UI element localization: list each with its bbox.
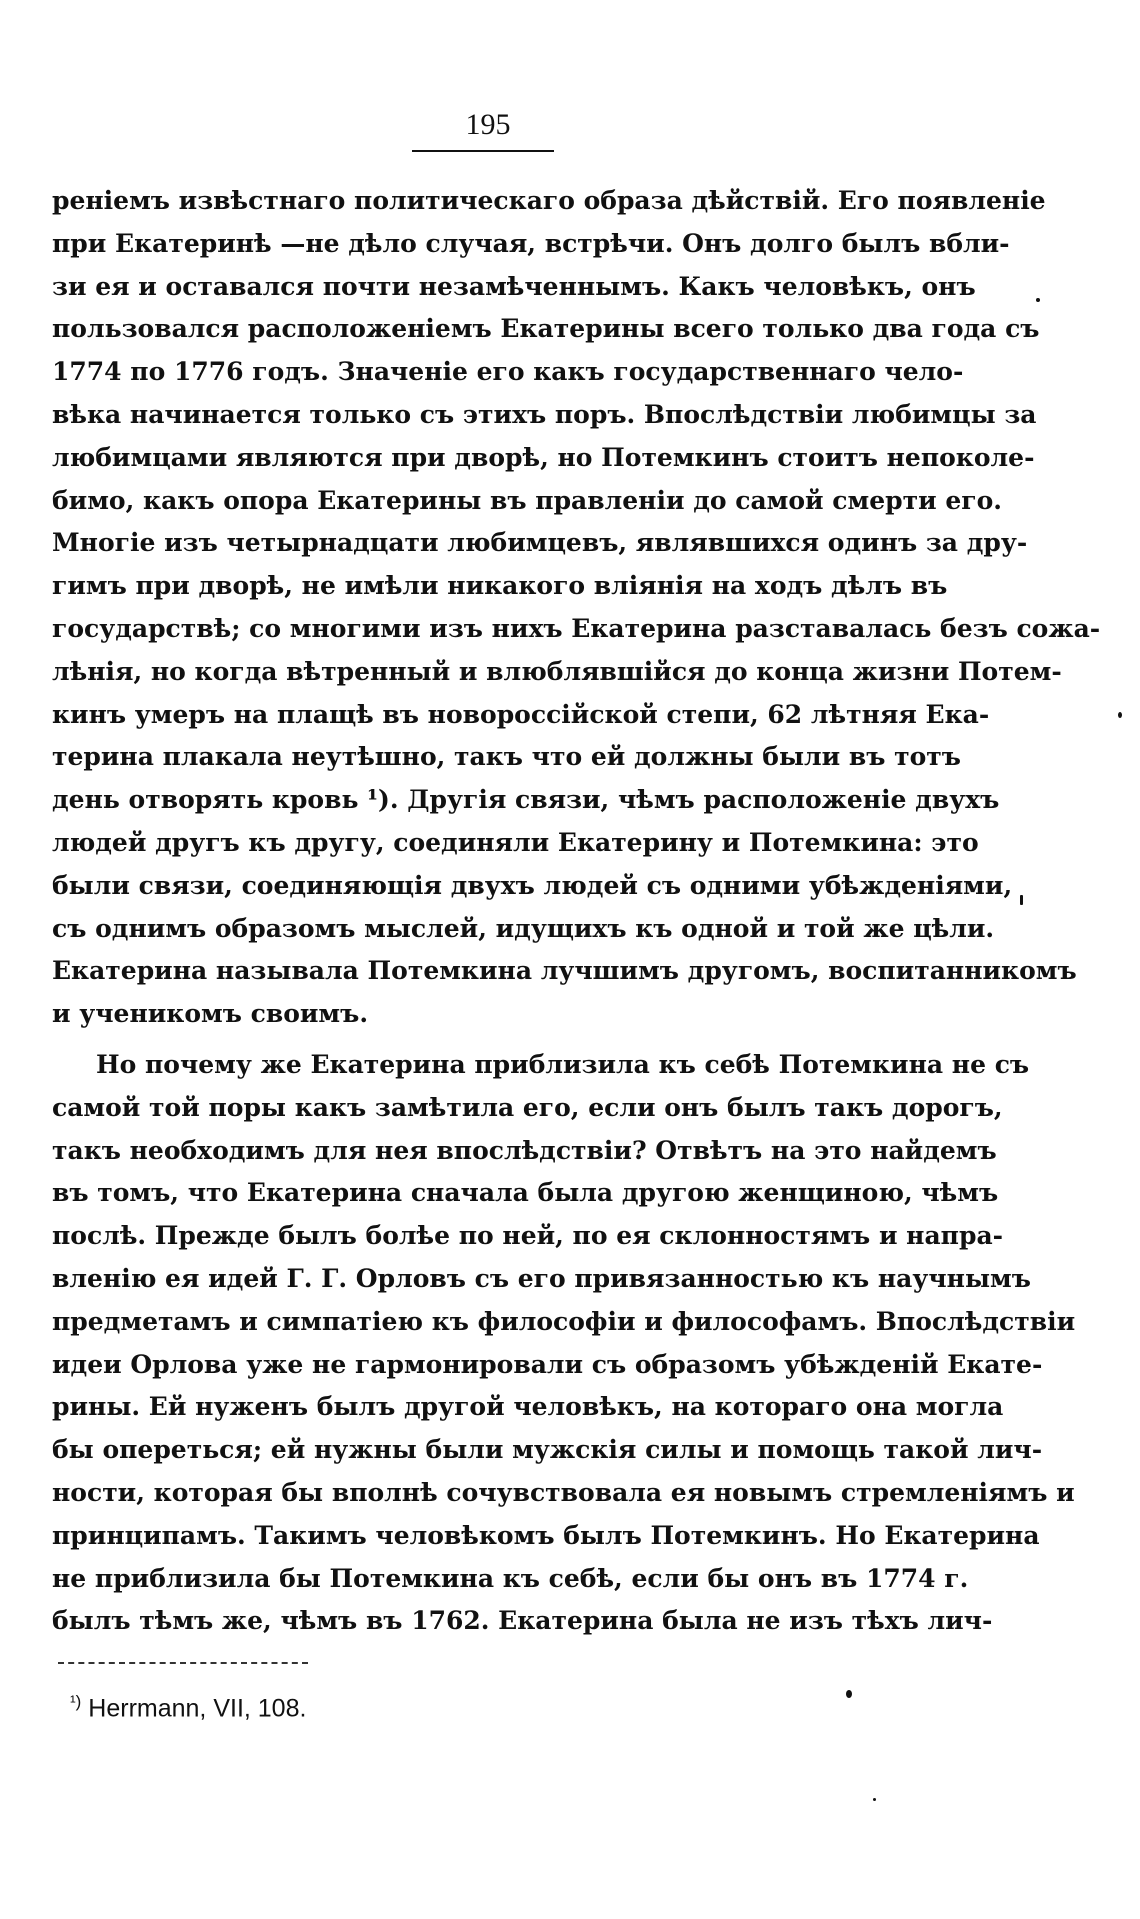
footnote-mark: ¹) (70, 1692, 82, 1711)
body-text (52, 180, 1101, 1643)
text-line: день отворять кровь ¹). Другія связи, чѣмъ расположеніе двухъ (52, 785, 1000, 815)
text-line: были связи, соединяющія двухъ людей съ одними убѣжденіями, (52, 870, 1013, 900)
text-line: идеи Орлова уже не гармонировали съ образомъ убѣжденій Екате- (52, 1349, 1043, 1379)
text-line: зи ея и оставался почти незамѣченнымъ. Какъ человѣкъ, онъ (52, 271, 976, 301)
print-speck (1036, 298, 1040, 302)
text-line: самой той поры какъ замѣтила его, если онъ былъ такъ дорогъ, (52, 1092, 1003, 1122)
text-line: вленію ея идей Г. Г. Орловъ съ его привязанностью къ научнымъ (52, 1263, 1031, 1293)
text-line: съ однимъ образомъ мыслей, идущихъ къ одной и той же цѣли. (52, 913, 995, 943)
text-line: не приблизила бы Потемкина къ себѣ, если бы онъ въ 1774 г. (52, 1563, 969, 1593)
text-line: пользовался расположеніемъ Екатерины всего только два года съ (52, 314, 1040, 344)
header-rule (412, 150, 554, 152)
footnote (70, 1686, 306, 1724)
text-line: ности, которая бы вполнѣ сочувствовала ея новымъ стремленіямъ и (52, 1477, 1075, 1507)
text-line: принципамъ. Такимъ человѣкомъ былъ Потемкинъ. Но Екатерина (52, 1520, 1040, 1550)
text-line: любимцами являются при дворѣ, но Потемкинъ стоитъ непоколе- (52, 442, 1035, 472)
text-line: бы опереться; ей нужны были мужскія силы и помощь такой лич- (52, 1435, 1043, 1465)
paragraph-1 (52, 180, 1101, 1036)
text-line: Многіе изъ четырнадцати любимцевъ, являвшихся одинъ за дру- (52, 528, 1028, 558)
text-line: такъ необходимъ для нея впослѣдствіи? Отвѣтъ на это найдемъ (52, 1135, 997, 1165)
text-line: людей другъ къ другу, соединяли Екатерину и Потемкина: это (52, 827, 979, 857)
text-line: при Екатеринѣ —не дѣло случая, встрѣчи. Онъ долго былъ вбли- (52, 228, 1010, 258)
text-line: въ томъ, что Екатерина сначала была другою женщиною, чѣмъ (52, 1178, 999, 1208)
text-line: реніемъ извѣстнаго политическаго образа дѣйствій. Его появленіе (52, 186, 1046, 215)
text-line: вѣка начинается только съ этихъ поръ. Впослѣдствіи любимцы за (52, 399, 1037, 429)
text-line: 1774 по 1776 годъ. Значеніе его какъ государственнаго чело- (52, 357, 964, 387)
text-line: и ученикомъ своимъ. (52, 999, 369, 1029)
text-line: предметамъ и симпатіею къ философіи и философамъ. Впослѣдствіи (52, 1306, 1076, 1336)
paragraph-2 (52, 1044, 1076, 1643)
print-speck (1118, 712, 1122, 718)
footnote-rule (58, 1662, 308, 1664)
text-line: кинъ умеръ на плащѣ въ новороссійской степи, 62 лѣтняя Ека- (52, 699, 990, 729)
text-line: былъ тѣмъ же, чѣмъ въ 1762. Екатерина была не изъ тѣхъ лич- (52, 1606, 993, 1636)
print-speck (846, 1690, 852, 1698)
text-line: терина плакала неутѣшно, такъ что ей должны были въ тотъ (52, 742, 961, 772)
text-line: государствѣ; со многими изъ нихъ Екатерина разставалась безъ сожа- (52, 613, 1101, 643)
page-number: 195 (465, 108, 511, 141)
text-line: послѣ. Прежде былъ болѣе по ней, по ея склонностямъ и напра- (52, 1221, 1004, 1251)
paragraph-gap (52, 1036, 936, 1044)
print-speck (1020, 895, 1023, 905)
text-line: рины. Ей нуженъ былъ другой человѣкъ, на котораго она могла (52, 1392, 1004, 1422)
text-line: лѣнія, но когда вѣтренный и влюблявшійся до конца жизни Потем- (52, 656, 1062, 686)
print-speck (873, 1798, 876, 1801)
text-line: Но почему же Екатерина приблизила къ себѣ Потемкина не съ (96, 1049, 1030, 1079)
text-line: Екатерина называла Потемкина лучшимъ другомъ, воспитанникомъ (52, 956, 1077, 986)
text-line: бимо, какъ опора Екатерины въ правленіи до самой смерти его. (52, 485, 1002, 515)
text-line: гимъ при дворѣ, не имѣли никакого вліянія на ходъ дѣлъ въ (52, 571, 948, 601)
footnote-text: Herrmann, VII, 108. (88, 1694, 307, 1723)
